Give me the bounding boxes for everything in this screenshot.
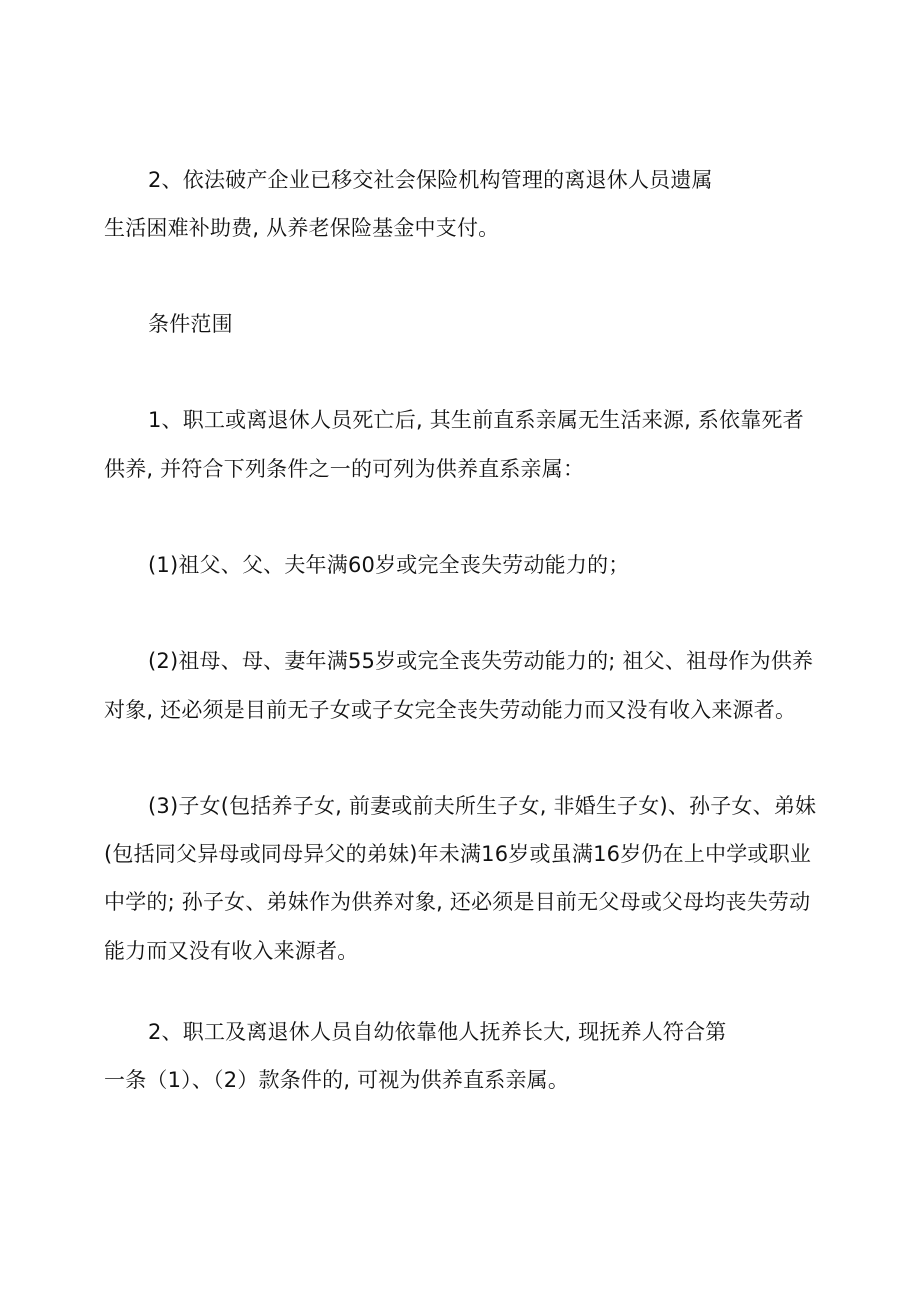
- section-heading: 条件范围: [148, 312, 233, 336]
- paragraph-line: 一条（1）、（2）款条件的, 可视为供养直系亲属。: [104, 1068, 570, 1092]
- paragraph-line: 供养, 并符合下列条件之一的可列为供养直系亲属：: [104, 457, 585, 481]
- paragraph-line: 生活困难补助费, 从养老保险基金中支付。: [104, 216, 500, 240]
- paragraph-line: 对象, 还必须是目前无子女或子女完全丧失劳动能力而又没有收入来源者。: [104, 698, 797, 722]
- paragraph-line: 能力而又没有收入来源者。: [104, 939, 359, 963]
- paragraph-line: (2)祖母、母、妻年满55岁或完全丧失劳动能力的; 祖父、祖母作为供养: [148, 649, 814, 673]
- paragraph-line: 2、依法破产企业已移交社会保险机构管理的离退休人员遗属: [148, 168, 713, 192]
- paragraph-line: 1、职工或离退休人员死亡后, 其生前直系亲属无生活来源, 系依靠死者: [148, 408, 804, 432]
- paragraph-line: 中学的; 孙子女、弟妹作为供养对象, 还必须是目前无父母或父母均丧失劳动: [104, 890, 811, 914]
- paragraph-line: (包括同父异母或同母异父的弟妹)年未满16岁或虽满16岁仍在上中学或职业: [104, 842, 812, 866]
- paragraph-line: (1)祖父、父、夫年满60岁或完全丧失劳动能力的；: [148, 553, 630, 577]
- paragraph-line: (3)子女(包括养子女, 前妻或前夫所生子女, 非婚生子女)、孙子女、弟妹: [148, 794, 817, 818]
- paragraph-line: 2、职工及离退休人员自幼依靠他人抚养长大, 现抚养人符合第: [148, 1020, 727, 1044]
